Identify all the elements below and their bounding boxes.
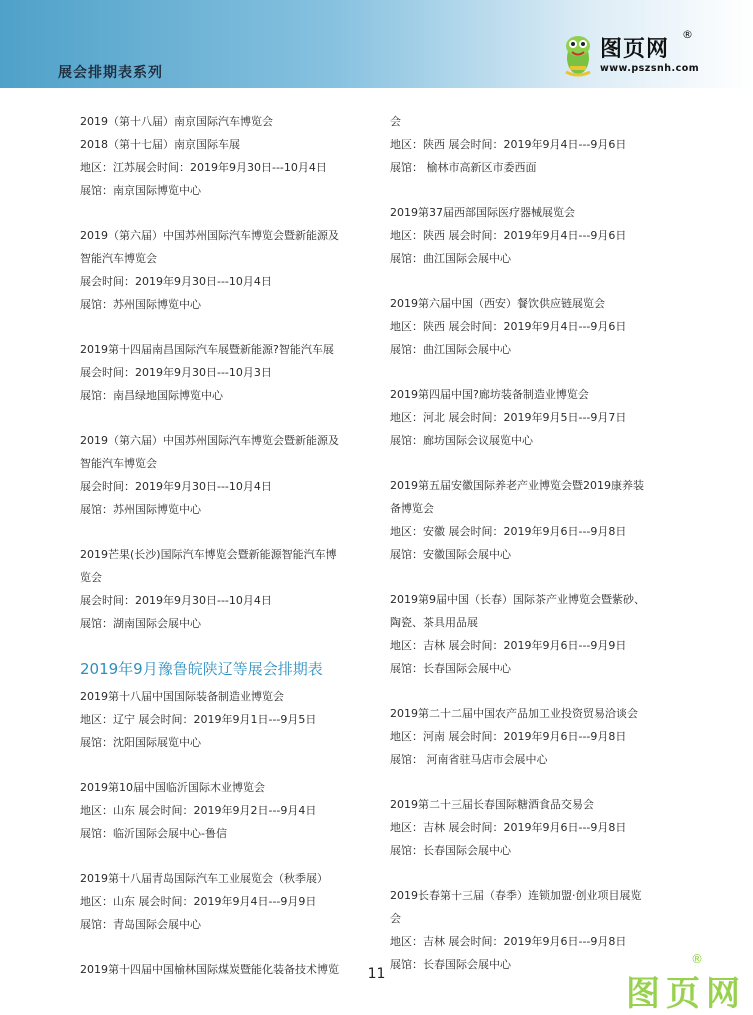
entry-line: 地区：陕西 展会时间：2019年9月4日---9月6日 [390,229,627,242]
entry-line: 展馆：临沂国际会展中心-鲁信 [80,827,227,840]
entry-line: 地区：辽宁 展会时间：2019年9月1日---9月5日 [80,713,317,726]
entry-line: 展会时间：2019年9月30日---10月4日 [80,275,272,288]
entry-line: 展馆：南昌绿地国际博览中心 [80,389,223,402]
entry-line: 地区：江苏展会时间：2019年9月30日---10月4日 [80,161,327,174]
entry-line: 陶瓷、茶具用品展 [390,616,478,629]
entry-line: 展馆：长春国际会展中心 [390,662,511,675]
logo-url: www.pszsnh.com [600,63,700,74]
entry-line: 2019第四届中国?廊坊装备制造业博览会 [390,388,589,401]
entry-line: 展馆：安徽国际会展中心 [390,548,511,561]
entry-line: 2019第五届安徽国际养老产业博览会暨2019康养装 [390,479,644,492]
entry-line: 2019第二十二届中国农产品加工业投资贸易洽谈会 [390,707,638,720]
entry-line: 地区：安徽 展会时间：2019年9月6日---9月8日 [390,525,627,538]
entry-line: 智能汽车博览会 [80,457,157,470]
entry-line: 2019长春第十三届（春季）连锁加盟·创业项目展览 [390,889,642,902]
entry-line: 2019芒果(长沙)国际汽车博览会暨新能源智能汽车博 [80,548,337,561]
exhibition-entry [390,201,690,270]
entry-line: 2019（第十八届）南京国际汽车博览会 [80,115,273,128]
entry-line: 展馆：沈阳国际展览中心 [80,736,201,749]
exhibition-entry [390,884,690,976]
entry-line: 2018（第十七届）南京国际车展 [80,138,240,151]
logo-text: 图页网 [600,37,670,62]
entry-line: 地区：陕西 展会时间：2019年9月4日---9月6日 [390,138,627,151]
exhibition-entry [80,110,380,202]
page-header [0,0,753,88]
series-title: 展会排期表系列 [58,65,163,81]
exhibition-entry [390,588,690,680]
exhibition-entry [80,224,380,316]
exhibition-entry [390,383,690,452]
entry-line: 2019第六届中国（西安）餐饮供应链展览会 [390,297,605,310]
entry-line: 展馆：曲江国际会展中心 [390,252,511,265]
entry-line: 地区：吉林 展会时间：2019年9月6日---9月9日 [390,639,627,652]
entry-line: 地区：山东 展会时间：2019年9月4日---9月9日 [80,895,317,908]
right-column [390,110,690,998]
entry-line: 2019第9届中国（长春）国际茶产业博览会暨紫砂、 [390,593,645,606]
entry-line: 2019第二十三届长春国际糖酒食品交易会 [390,798,594,811]
entry-line: 2019第十四届南昌国际汽车展暨新能源?智能汽车展 [80,343,334,356]
entry-line: 展馆：青岛国际会展中心 [80,918,201,931]
entry-line: 展馆：苏州国际博览中心 [80,298,201,311]
entry-line: 展馆：长春国际会展中心 [390,844,511,857]
entry-line: 智能汽车博览会 [80,252,157,265]
exhibition-entry [390,702,690,771]
entry-line: 展会时间：2019年9月30日---10月4日 [80,594,272,607]
exhibition-entry [80,543,380,635]
exhibition-entry [390,292,690,361]
exhibition-entry [390,110,690,179]
entry-line: 展馆： 河南省驻马店市会展中心 [390,753,548,766]
entry-line: 地区：陕西 展会时间：2019年9月4日---9月6日 [390,320,627,333]
entry-line: 地区：河南 展会时间：2019年9月6日---9月8日 [390,730,627,743]
entry-line: 展会时间：2019年9月30日---10月3日 [80,366,272,379]
entry-line: 览会 [80,571,102,584]
entry-line: 地区：河北 展会时间：2019年9月5日---9月7日 [390,411,627,424]
entry-line: 2019第十八届中国国际装备制造业博览会 [80,690,284,703]
entry-line: 展馆：长春国际会展中心 [390,958,511,971]
exhibition-entry [80,776,380,845]
entry-line: 地区：吉林 展会时间：2019年9月6日---9月8日 [390,935,627,948]
entry-line: 展馆： 榆林市高新区市委西面 [390,161,537,174]
exhibition-entry [390,474,690,566]
exhibition-entry [80,685,380,754]
entry-line: 展会时间：2019年9月30日---10月4日 [80,480,272,493]
entry-line: 地区：吉林 展会时间：2019年9月6日---9月8日 [390,821,627,834]
entry-line: 2019第十四届中国榆林国际煤炭暨能化装备技术博览 [80,963,339,976]
entry-line: 2019（第六届）中国苏州国际汽车博览会暨新能源及 [80,434,339,447]
entry-line: 展馆：廊坊国际会议展览中心 [390,434,533,447]
entry-line: 会 [390,912,401,925]
entry-line: 2019第十八届青岛国际汽车工业展览会（秋季展） [80,872,328,885]
entry-line: 2019第37届西部国际医疗器械展览会 [390,206,575,219]
entry-line: 展馆：南京国际博览中心 [80,184,201,197]
exhibition-entry [80,338,380,407]
exhibition-entry [390,793,690,862]
watermark-text: 图页网 [626,974,746,1014]
section-heading: 2019年9月豫鲁皖陕辽等展会排期表 [80,660,323,678]
left-column [80,110,380,1003]
site-logo[interactable] [560,26,700,80]
entry-line: 2019（第六届）中国苏州国际汽车博览会暨新能源及 [80,229,339,242]
watermark-registered-mark: ® [691,952,703,966]
entry-line: 展馆：苏州国际博览中心 [80,503,201,516]
entry-line: 会 [390,115,401,128]
exhibition-entry [80,867,380,936]
mascot-icon [560,26,596,80]
registered-mark: ® [682,28,693,41]
entry-line: 展馆：曲江国际会展中心 [390,343,511,356]
exhibition-entry [80,429,380,521]
entry-line: 备博览会 [390,502,434,515]
entry-line: 展馆：湖南国际会展中心 [80,617,201,630]
entry-line: 2019第10届中国临沂国际木业博览会 [80,781,265,794]
entry-line: 地区：山东 展会时间：2019年9月2日---9月4日 [80,804,317,817]
page-number: 11 [367,966,386,982]
